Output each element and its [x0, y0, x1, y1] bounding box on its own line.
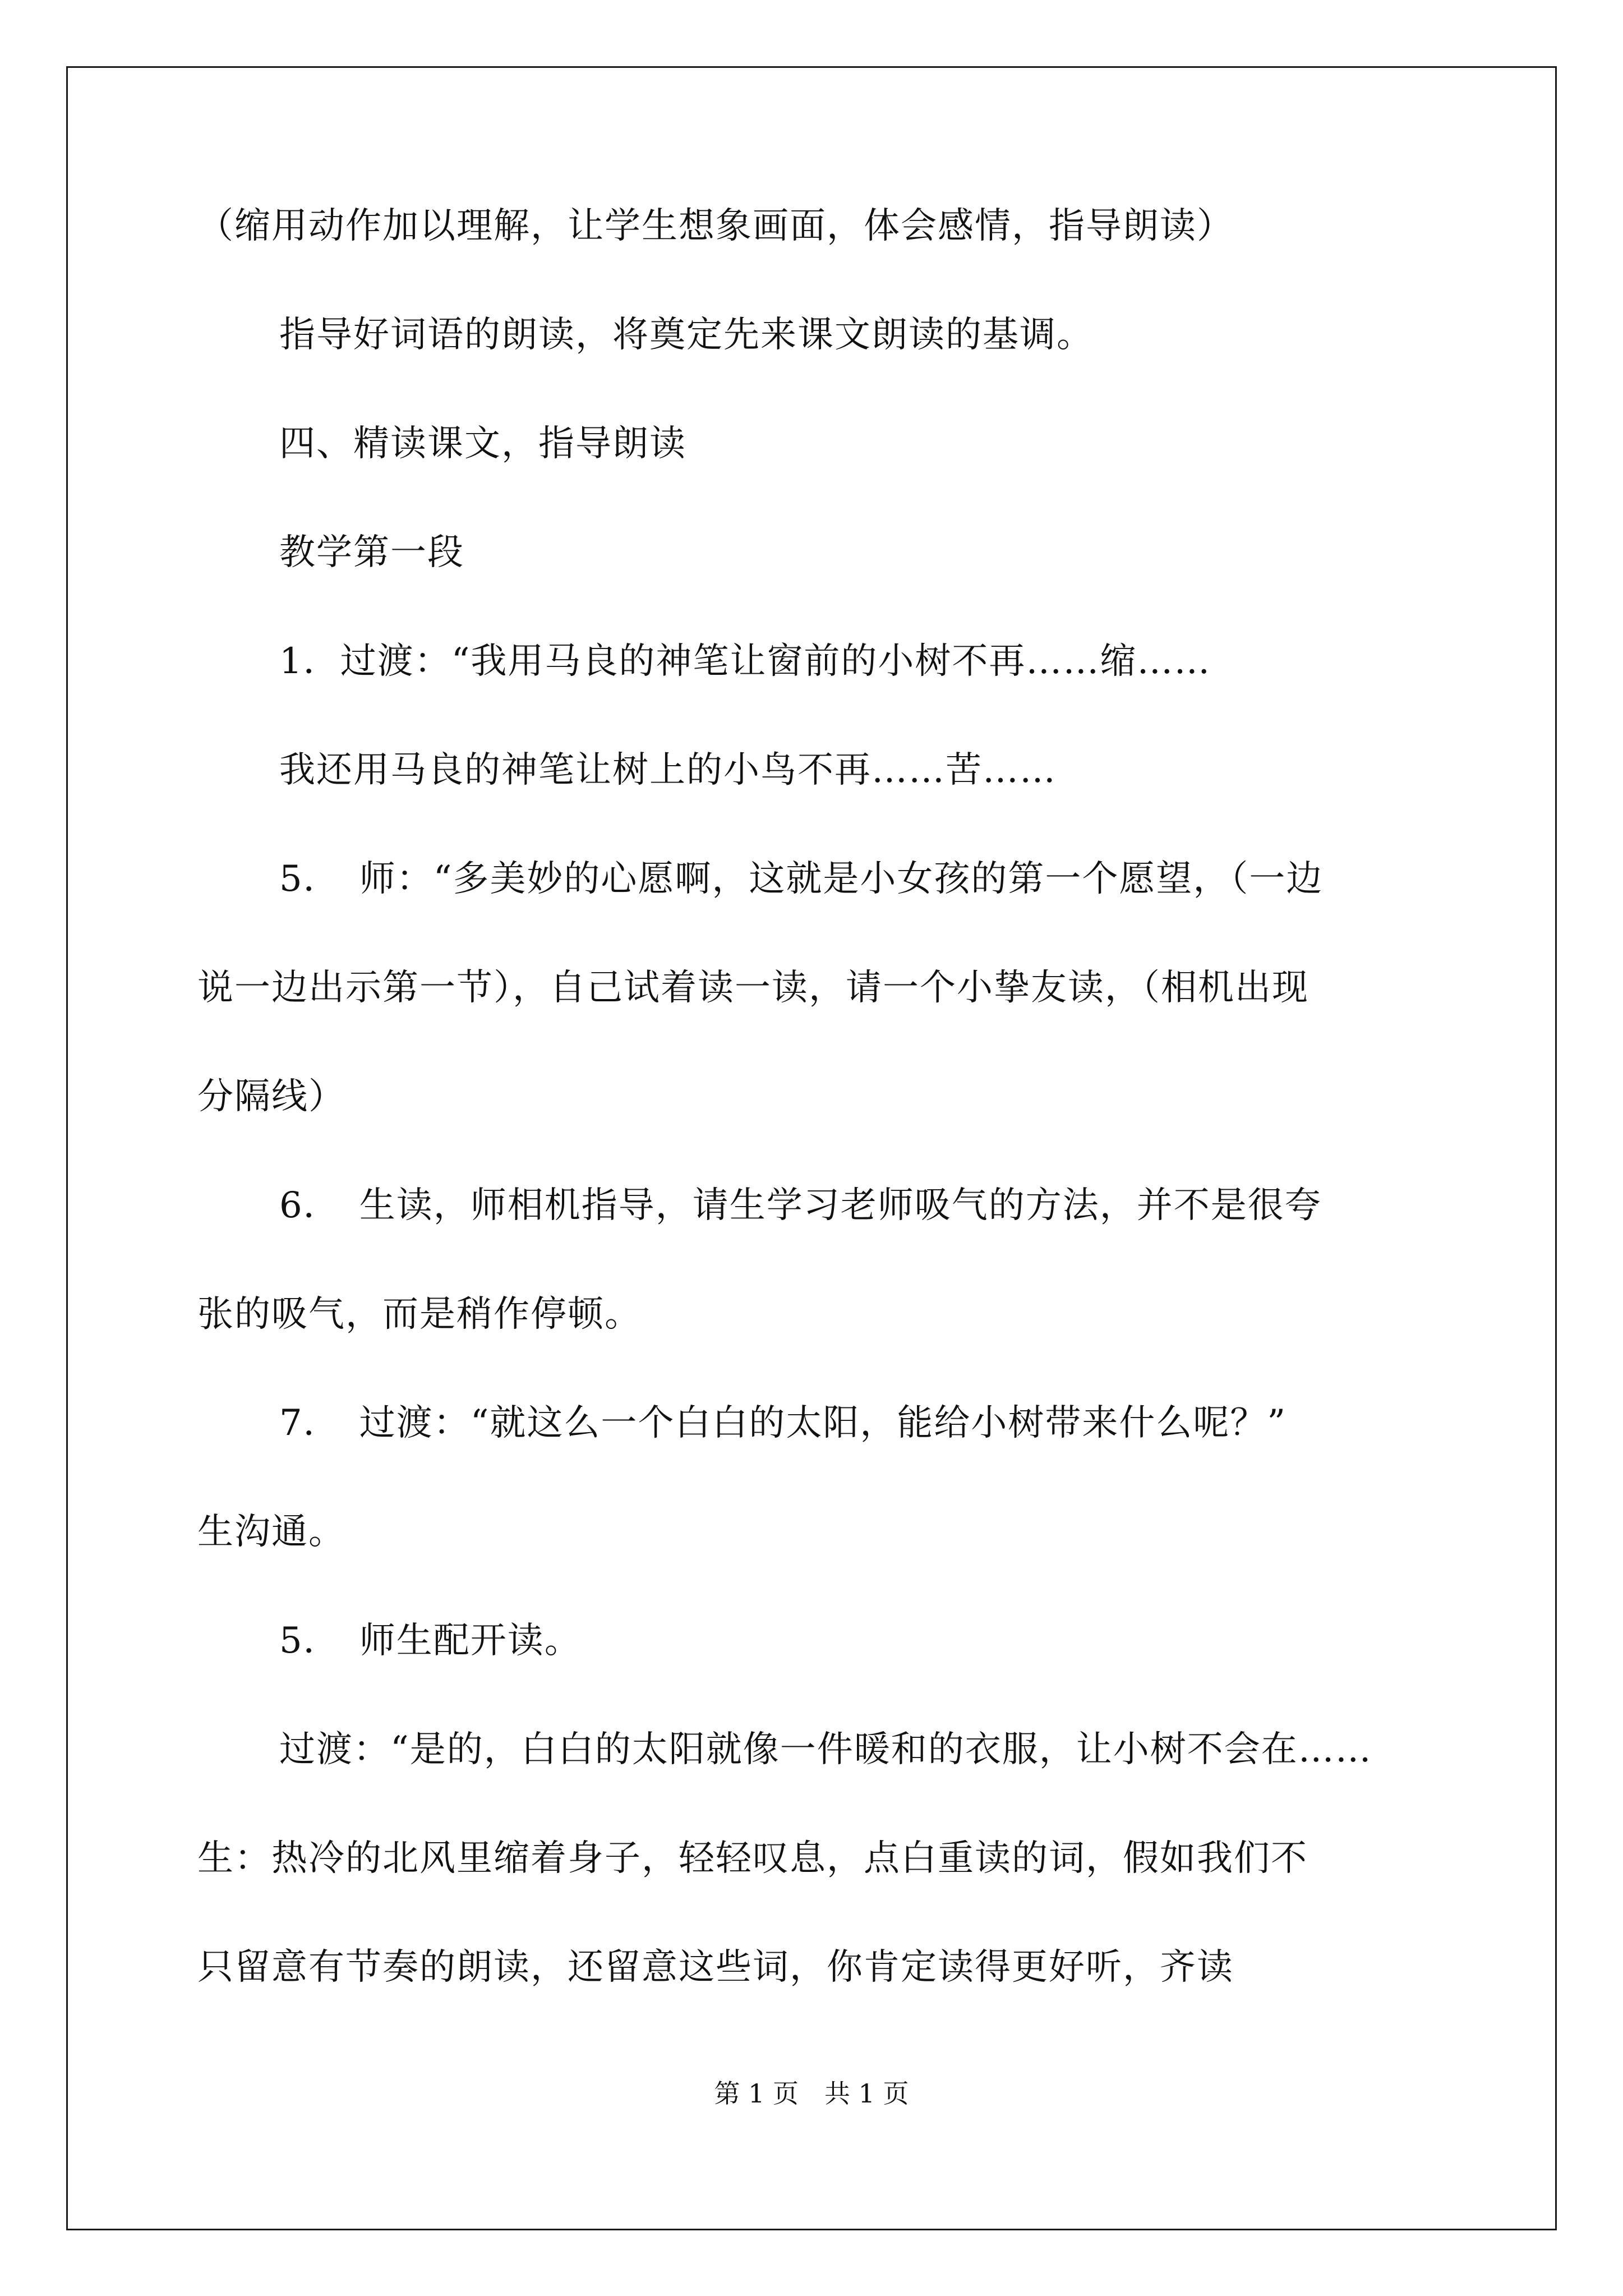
text-line-1: （缩用动作加以理解，让学生想象画面，体会感情，指导朗读） — [197, 205, 1234, 247]
subsection-heading: 教学第一段 — [279, 532, 464, 573]
section-heading: 四、精读课文，指导朗读 — [279, 423, 686, 464]
text-line-5: 1．过渡：“我用马良的神笔让窗前的小树不再……缩…… — [279, 641, 1211, 682]
text-line-11: 张的吸气，而是稍作停顿。 — [197, 1294, 642, 1335]
page-border — [66, 66, 1557, 2230]
text-line-12: 7． 过渡：“就这么一个白白的太阳，能给小树带来什么呢？” — [279, 1402, 1287, 1444]
text-line-7: 5． 师：“多美妙的心愿啊，这就是小女孩的第一个愿望，（一边 — [279, 858, 1324, 900]
text-line-8: 说一边出示第一节），自己试着读一读，请一个小挚友读，（相机出现 — [197, 967, 1309, 1009]
text-line-16: 生：热冷的北风里缩着身子，轻轻叹息，点白重读的词，假如我们不 — [197, 1838, 1308, 1879]
page-number-footer: 第 1 页 共 1 页 — [714, 2078, 909, 2109]
text-line-14: 5． 师生配开读。 — [279, 1620, 582, 1662]
text-line-10: 6． 生读，师相机指导，请生学习老师吸气的方法，并不是很夸 — [279, 1185, 1322, 1226]
text-line-17: 只留意有节奏的朗读，还留意这些词，你肯定读得更好听，齐读 — [197, 1947, 1234, 1988]
text-line-13: 生沟通。 — [197, 1511, 345, 1553]
text-line-6: 我还用马良的神笔让树上的小鸟不再……苦…… — [279, 749, 1057, 791]
text-line-15: 过渡：“是的，白白的太阳就像一件暖和的衣服，让小树不会在…… — [279, 1729, 1372, 1770]
text-line-9: 分隔线） — [197, 1076, 345, 1117]
text-line-2: 指导好词语的朗读，将奠定先来课文朗读的基调。 — [279, 314, 1094, 356]
